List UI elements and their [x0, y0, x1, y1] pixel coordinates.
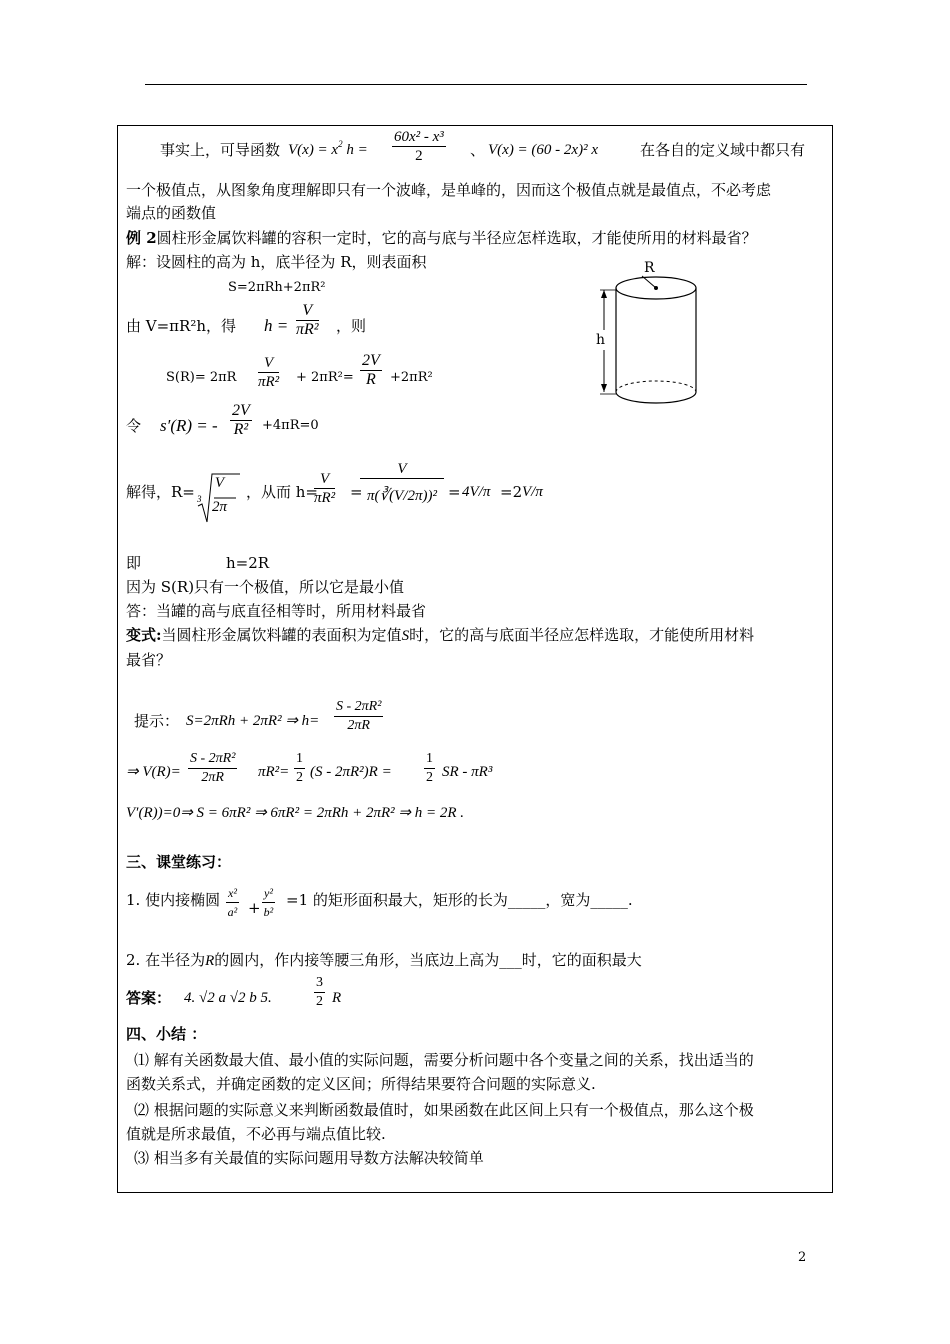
solve-text: 解得，R=: [126, 483, 195, 501]
answers-label: 答案：: [126, 989, 172, 1007]
v-line-a: ⇒ V(R)=: [126, 764, 181, 780]
derivative-lhs: s′(R) = -: [160, 416, 218, 435]
r-fraction: V 2π: [212, 475, 228, 515]
half-fraction-2: $\frac{1}{2}$: [426, 751, 433, 785]
v-line-b: πR²=: [258, 764, 290, 780]
h5-text: =2: [500, 483, 523, 501]
hint-label: 提示：: [134, 712, 180, 730]
sr-mid: + 2πR²=: [296, 370, 354, 385]
svg-text:3: 3: [197, 494, 202, 504]
v-fraction: $\frac{\text{S - 2πR²}}{2\pi R}$: [190, 751, 236, 785]
derivative-zero-line: V′(R))=0⇒ S = 6πR² ⇒ 6πR² = 2πRh + 2πR² ⇒ h = 2R .: [126, 805, 465, 821]
derivative-fraction: $\frac{2V}{\text{R²}}$: [232, 402, 250, 438]
formula-v1-lhs: $V(x) = x^2$ h =: [288, 139, 368, 158]
answer-text: 答：当罐的高与底直径相等时，所用材料最省: [126, 602, 427, 620]
v-line-c: (S - 2πR²)R =: [310, 764, 392, 780]
separator: 、: [470, 141, 486, 159]
h5-root: V/π: [522, 484, 543, 500]
figure-label-r: R: [644, 260, 655, 276]
v-line-d: SR - πR³: [442, 764, 493, 780]
surface-area-formula: S=2πRh+2πR²: [228, 280, 326, 295]
sr-fraction-2: $\frac{2V}{R}$: [362, 352, 380, 388]
header-rule: [145, 84, 807, 85]
h4-root: 4V/π: [462, 484, 491, 500]
page-number: 2: [798, 1250, 807, 1265]
ellipse-x-fraction: $\frac{\text{x²}}{\text{a²}}$: [227, 886, 238, 919]
derivative-tail: +4πR=0: [262, 418, 319, 433]
sr-tail: +2πR²: [390, 370, 433, 385]
intro-text-2: 一个极值点，从图象角度理解即只有一个波峰，是单峰的，因而这个极值点就是最值点，不必考虑: [126, 181, 772, 199]
summary-3: ⑶ 相当多有关最值的实际问题用导数方法解决较简单: [134, 1149, 484, 1167]
h-equals-2r: h=2R: [226, 554, 270, 572]
summary-heading: 四、小结 ：: [126, 1025, 207, 1043]
solution-intro: 解：设圆柱的高为 h，底半径为 R，则表面积: [126, 253, 427, 271]
example-2: 例 2圆柱形金属饮料罐的容积一定时，它的高与底与半径应怎样选取，才能使所用的材料最省？: [126, 229, 757, 247]
question-1-tail: =1 的矩形面积最大，矩形的长为_____，宽为_____.: [286, 891, 633, 909]
equals-1: =: [350, 483, 363, 501]
answer-fraction: $\frac{3}{2}$: [316, 975, 323, 1009]
then-text: ，则: [336, 317, 367, 335]
h-fraction: $\frac{V}{\text{πR²}}$: [296, 302, 319, 338]
formula-v1-fraction: $\frac{\text{60x² - x³}}{2}$: [394, 129, 444, 164]
let-text: 令: [126, 417, 142, 435]
question-1-lead: 1. 使内接椭圆: [126, 891, 221, 909]
ellipse-y-fraction: $\frac{\text{y²}}{\text{b²}}$: [263, 886, 274, 919]
h3-fraction: $\frac{V}{\text{π(∛(V/2π))²}}$: [360, 460, 444, 513]
summary-1b: 函数关系式，并确定函数的定义区间；所得结果要符合问题的实际意义.: [126, 1075, 596, 1093]
from-volume-text: 由 V=πR²h，得: [126, 317, 236, 335]
summary-2b: 值就是所求最值，不必再与端点值比较.: [126, 1125, 386, 1143]
answers-values: 4. √2 a √2 b 5.: [184, 990, 272, 1006]
figure-label-h: h: [596, 332, 606, 348]
thus-h-text: ，从而 h=: [246, 483, 318, 501]
variant-line-1: 变式:当圆柱形金属饮料罐的表面积为定值S时，它的高与底面半径应怎样选取，才能使所用材料: [126, 626, 755, 644]
h-eq-label: h =: [264, 316, 289, 335]
formula-v2: V(x) = (60 - 2x)² x: [488, 142, 598, 158]
plus-sign: +: [248, 899, 261, 917]
intro-text-1-tail: 在各自的定义域中都只有: [640, 141, 806, 159]
intro-text-3: 端点的函数值: [126, 204, 217, 222]
i-e-text: 即: [126, 554, 142, 572]
cylinder-figure: [592, 260, 704, 416]
question-2: 2. 在半径为R的圆内，作内接等腰三角形，当底边上高为___时，它的面积最大: [126, 951, 642, 969]
variant-line-2: 最省？: [126, 651, 172, 669]
hint-h-fraction: $\frac{\text{S - 2πR²}}{2\pi R}$: [336, 699, 382, 733]
hint-h-line: S=2πRh + 2πR² ⇒ h=: [186, 713, 320, 729]
because-text: 因为 S(R)只有一个极值，所以它是最小值: [126, 578, 405, 596]
sr-lhs: S(R)= 2πR: [166, 370, 237, 385]
summary-1a: ⑴ 解有关函数最大值、最小值的实际问题，需要分析问题中各个变量之间的关系，找出适当的: [134, 1051, 754, 1069]
summary-2a: ⑵ 根据问题的实际意义来判断函数最值时，如果函数在此区间上只有一个极值点，那么这个极: [134, 1101, 754, 1119]
equals-2: =: [448, 483, 461, 501]
half-fraction-1: $\frac{1}{2}$: [296, 751, 303, 785]
answer-r: R: [332, 990, 342, 1006]
intro-text-1: 事实上，可导函数: [160, 141, 281, 159]
sr-fraction-1: $\frac{V}{\text{πR²}}$: [258, 355, 280, 390]
h2-fraction: $\frac{V}{\text{πR²}}$: [314, 471, 336, 506]
content-frame: [117, 125, 833, 1193]
practice-heading: 三、课堂练习：: [126, 853, 232, 871]
